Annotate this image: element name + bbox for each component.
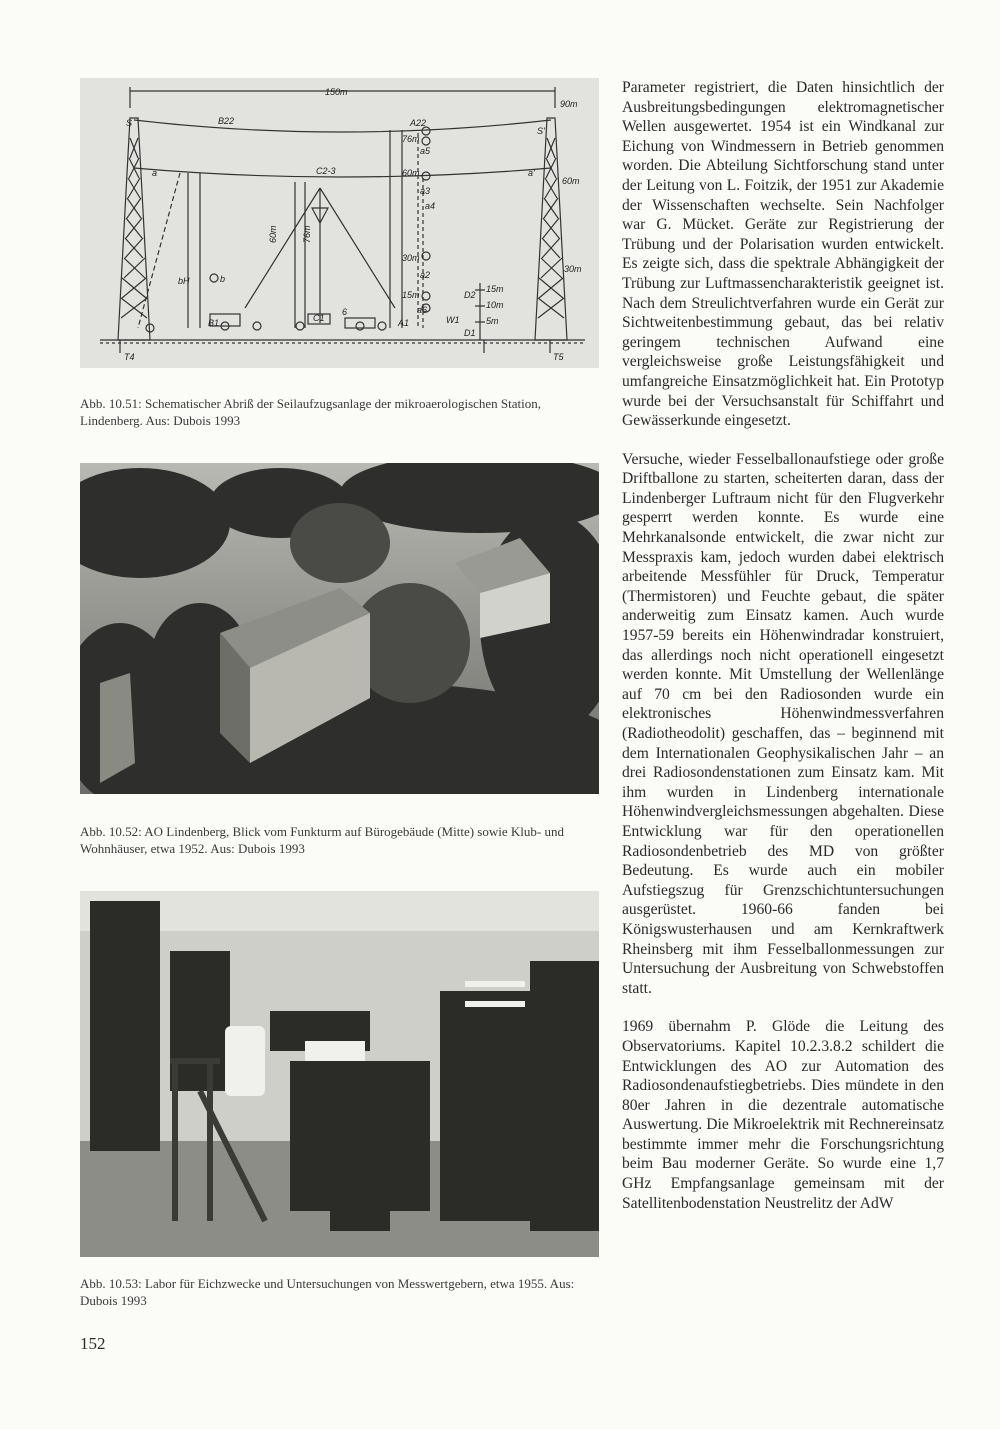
label-b1: B1: [208, 318, 220, 328]
label-right-low: 30m: [564, 264, 582, 274]
cable-lift-schematic: [80, 78, 599, 368]
label-a22: A22: [410, 118, 427, 128]
label-a5: a5: [420, 146, 431, 156]
label-right-mast: S': [537, 126, 545, 136]
label-60m-a: 60m: [402, 168, 420, 178]
label-span: 150m: [325, 87, 348, 97]
label-76m-a: 76m: [402, 134, 420, 144]
label-a3: a3: [420, 186, 431, 196]
label-t4: T4: [124, 352, 135, 362]
label-a4: a4: [425, 201, 436, 211]
figure-caption: Abb. 10.51: Schematischer Abriß der Seilaufzugsanlage der mikroaerologischen Station, Lindenberg. Aus: Dubois 1993: [80, 396, 542, 428]
label-c23: C2-3: [316, 166, 336, 176]
figure-cable-lift-diagram: [80, 78, 599, 368]
label-b: b: [220, 274, 226, 284]
label-w1: W1: [446, 315, 460, 325]
label-bh: bH: [178, 276, 190, 286]
label-d2: D2: [464, 290, 476, 300]
paragraph: Parameter registriert, die Daten hinsichtlich der Ausbreitungsbedingungen elektromagnetischer Wellen ausgewertet. 1954 ist ein Windkanal zur Eichung von Windmessern in Betrieb genommen worden. Die Abteilung Sichtforschung stand unter der Leitung von L. Foitzik, der 1951 zur Akademie der Wissenschaften wechselte. Sein Nachfolger war G. Mücket. Geräte zur Registrierung der Trübung und der Polarisation wurden entwickelt. Es zeigte sich, dass die spektrale Abhängigkeit der Trübung zur Luftmassencharakteristik geeignet ist. Nach dem Streulichtverfahren wurde ein Gerät zur Sichtweitenbestimmung gebaut, das bei relativ geringem technischen Aufwand eine vergleichsweise große Leistungsfähigkeit und umfangreiche Einsatzmöglichkeit hat. Ein Prototyp wurde bei der Versuchsanstalt für Schiffahrt und Gewässerkunde eingesetzt.: [622, 79, 944, 430]
label-a6: a6: [417, 305, 428, 315]
page-number: 152: [80, 1334, 106, 1353]
figure-aerial-photo: [80, 463, 599, 794]
label-v76: 76m: [302, 225, 312, 243]
label-left-a: a: [152, 168, 158, 178]
paragraph: Versuche, wieder Fesselballonaufstiege oder große Driftballone zu starten, scheiterten daran, dass der Lindenberger Luftraum nicht für den Flugverkehr gesperrt werden konnte. Es wurde eine Mehrkanalsonde entwickelt, die zwar nicht zur Messpraxis kam, jedoch wurden dabei elektrisch arbeitende Messfühler für Druck, Temperatur (Thermistoren) und Feuchte gebaut, die später anderweitig zum Einsatz kamen. Auch wurde 1957-59 bereits ein Höhenwindradar konstruiert, das allerdings noch nicht operationell eingesetzt werden konnte. Mit Umstellung der Wellenlänge auf 70 cm bei den Radiosonden wurde ein elektronisches Höhenwindmessverfahren (Radiotheodolit) geschaffen, das – beginnend mit dem Internationalen Geophysikalischen Jahr – an drei Radiosondenstationen zum Einsatz kam. Mit ihm wurden in Lindenberg internationale Höhenwindvergleichsmessungen abgehalten. Diese Entwicklung war für den operationellen Radiosondenbetrieb des MD von größter Bedeutung. Es wurde auch ein mobiler Aufstiegszug für Grenzschichtuntersuchungen ausgerüstet. 1960-66 fanden bei Königswusterhausen und am Kernkraftwerk Rheinsberg mit ihm Fesselballonmessungen zur Untersuchung der Ausbreitung von Schwebstoffen statt.: [622, 450, 944, 997]
figure-caption: Abb. 10.53: Labor für Eichzwecke und Untersuchungen von Messwertgebern, etwa 1955. Aus: Dubois 1993: [80, 1276, 575, 1308]
label-a1: A1: [398, 318, 410, 328]
label-15m-a: 15m: [402, 290, 420, 300]
label-10m: 10m: [486, 300, 504, 310]
label-a2: a2: [420, 270, 431, 280]
aerial-photo-image: [80, 463, 599, 794]
label-30m-a: 30m: [402, 253, 420, 263]
figure-lab-photo: [80, 891, 599, 1257]
label-t5: T5: [553, 352, 564, 362]
label-left-mast: S: [126, 118, 133, 128]
label-15m-b: 15m: [486, 284, 504, 294]
label-right-top: 90m: [560, 99, 578, 109]
label-b22: B22: [218, 116, 235, 126]
label-5m: 5m: [486, 316, 499, 326]
lab-photo-image: [80, 891, 599, 1257]
label-v60: 60m: [268, 225, 278, 243]
paragraph: 1969 übernahm P. Glöde die Leitung des Observatoriums. Kapitel 10.2.3.8.2 schildert die Entwicklungen des AO zur Automation des Radiosondenaufstiegbetriebs. Dies mündete in den 80er Jahren in die dezentrale automatische Auswertung. Die Mikroelektrik mit Rechnereinsatz bestimmte immer mehr die Forschungsrichtung beim Bau moderner Geräte. So wurde eine 1,7 GHz Empfangsanlage gemeinsam mit der Satellitenbodenstation Neustrelitz der AdW: [622, 1018, 944, 1212]
label-six: 6: [342, 307, 348, 317]
label-right-a: a': [528, 168, 535, 178]
text-column: [622, 78, 944, 1232]
label-d1: D1: [464, 328, 476, 338]
figure-caption: Abb. 10.52: AO Lindenberg, Blick vom Funkturm auf Bürogebäude (Mitte) sowie Klub- und Wohnhäuser, etwa 1952. Aus: Dubois 1993: [80, 824, 564, 856]
label-c1: C1: [313, 313, 325, 323]
label-right-mid: 60m: [562, 176, 580, 186]
